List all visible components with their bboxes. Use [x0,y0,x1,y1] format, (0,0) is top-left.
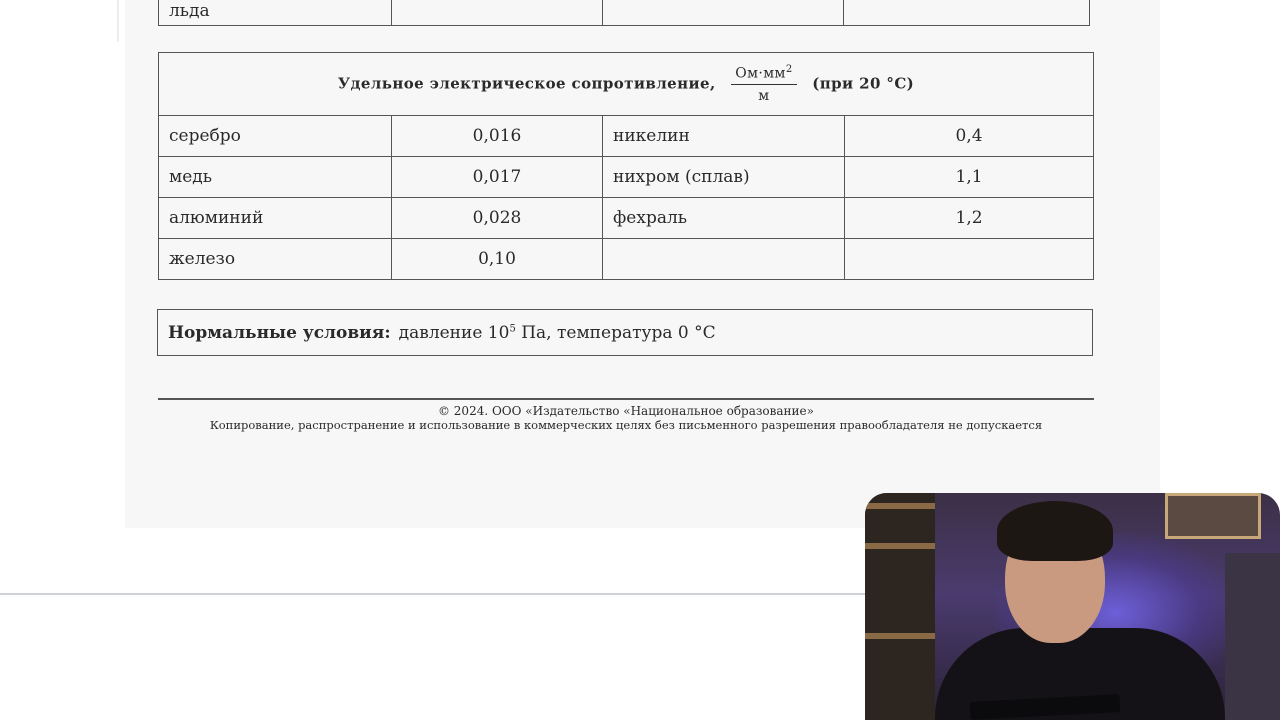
table-row [159,157,1094,198]
webcam-overlay [865,493,1280,720]
material-name: алюминий [159,198,392,239]
material-name: нихром (сплав) [603,157,845,198]
material-name: никелин [603,116,845,157]
material-name [603,239,845,280]
material-value: 0,016 [392,116,603,157]
material-value: 0,10 [392,239,603,280]
temperature-text: Па, температура 0 °C [515,322,716,343]
webcam-wall-frame [1165,493,1261,539]
partial-table-top [158,0,1090,26]
footer-divider [158,398,1094,400]
material-value: 0,028 [392,198,603,239]
resistivity-unit [731,64,796,105]
top-row-value [392,0,603,26]
table-row [159,198,1094,239]
normal-conditions-label: Нормальные условия: [168,322,391,343]
normal-conditions-box [157,309,1093,356]
material-name: фехраль [603,198,845,239]
webcam-shelf [865,493,935,720]
unit-denominator: м [758,88,770,105]
material-value: 1,2 [845,198,1094,239]
webcam-wall [1225,553,1280,720]
table-row [159,239,1094,280]
pressure-text: давление 10 [398,322,510,343]
pressure-exponent: 5 [509,322,516,334]
normal-conditions-text [399,323,716,343]
webcam-person-hair [997,501,1113,561]
unit-exponent: 2 [785,63,793,75]
material-value: 1,1 [845,157,1094,198]
top-row-empty-2 [844,0,1090,26]
material-name: серебро [159,116,392,157]
resistivity-table [158,52,1094,280]
resistivity-title: Удельное электрическое сопротивление, [337,74,716,92]
material-value: 0,4 [845,116,1094,157]
page-edge [117,0,119,42]
resistivity-condition: (при 20 °C) [812,74,915,92]
viewer-divider [0,593,868,595]
material-value: 0,017 [392,157,603,198]
material-name: медь [159,157,392,198]
copyright-line: © 2024. ООО «Издательство «Национальное образование» [437,404,814,418]
top-row-empty-1 [603,0,844,26]
material-value [845,239,1094,280]
material-name: железо [159,239,392,280]
copyright-notice: Копирование, распространение и использование в коммерческих целях без письменного разрешения правообладателя не допускается [209,418,1043,432]
top-row-label: льда [159,0,392,26]
unit-numerator: Ом·мм [735,65,786,82]
table-row [159,116,1094,157]
resistivity-title-cell [159,53,1094,116]
